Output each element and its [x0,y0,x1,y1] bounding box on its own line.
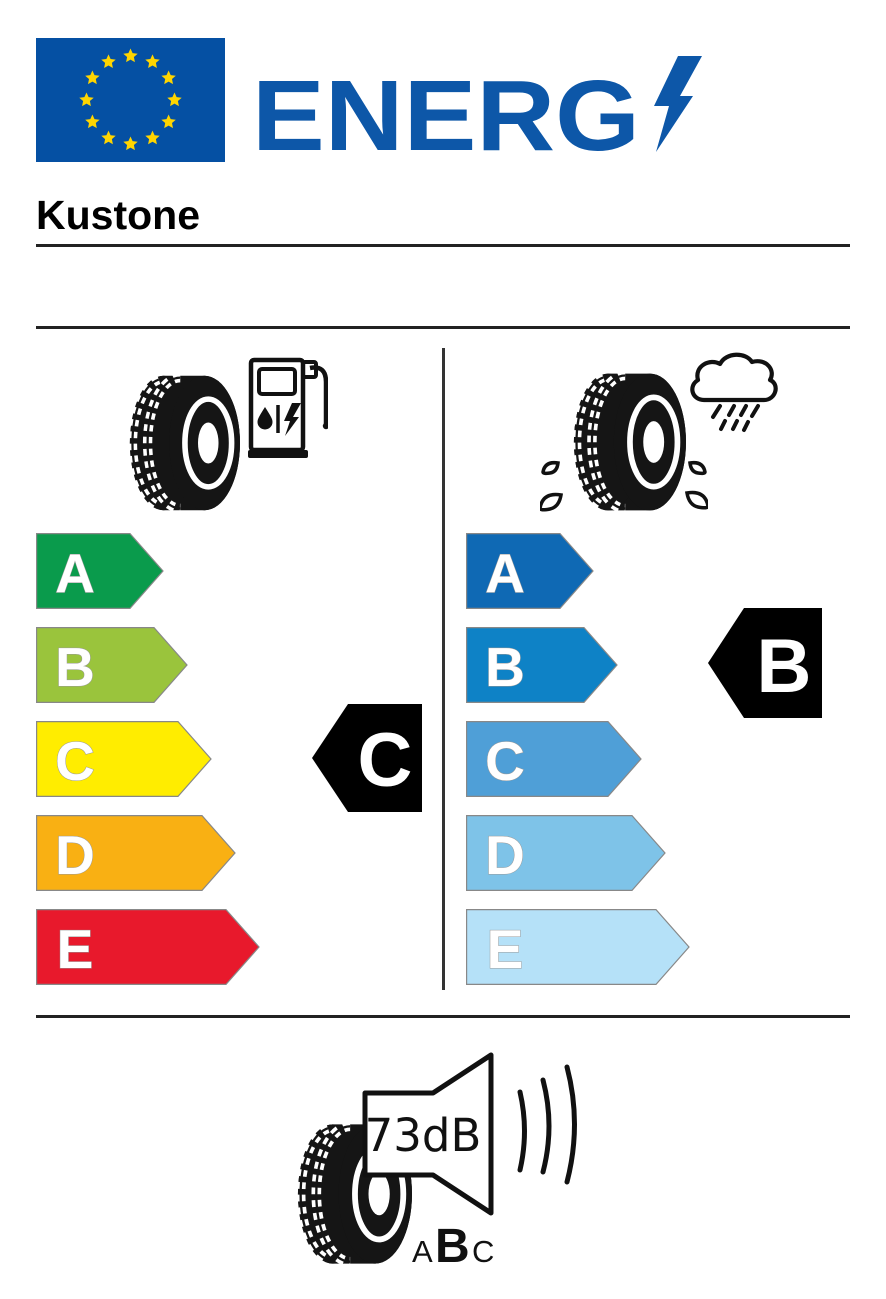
fuel-class-b-arrow [36,627,190,704]
fuel-class-c-arrow [36,721,214,798]
fuel-class-b-label: B [55,636,95,698]
wet-class-e-label: E [486,918,524,980]
fuel-rating-value: C [357,718,413,803]
noise-class-b-label: B [435,1220,470,1273]
splash-drop-icon [543,463,558,474]
wet-class-c-arrow [466,721,644,798]
splash-drop-icon [687,493,708,508]
wet-rating-value: B [756,624,812,709]
fuel-pump-icon [248,350,328,462]
eu-flag [36,38,225,162]
fuel-class-a-label: A [55,542,95,604]
fuel-class-e-label: E [56,918,94,980]
divider-vertical [442,348,445,990]
wet-class-e-arrow [466,909,692,986]
energy-logo [252,48,722,163]
fuel-class-d-label: D [55,824,95,886]
brand-name: Kustone [36,192,200,238]
noise-section [288,1048,600,1278]
wet-class-d-label: D [485,824,525,886]
splash-drop-icon [690,463,705,474]
fuel-class-d-arrow [36,815,238,892]
wet-class-a-label: A [485,542,525,604]
wet-class-b-arrow [466,627,620,704]
noise-value: 73dB [364,1109,482,1162]
energy-logo-text: ENERG [252,60,640,163]
sound-waves-icon [520,1067,575,1182]
divider-top [36,244,850,247]
fuel-rating-pointer [310,702,424,814]
wet-class-a-arrow [466,533,596,610]
noise-class-a-label: A [412,1234,433,1269]
splash-drop-icon [540,495,561,510]
fuel-class-e-arrow [36,909,262,986]
rain-drops-icon [713,406,758,430]
fuel-class-c-label: C [55,730,95,792]
wet-rating-pointer [706,606,824,720]
rain-cloud-icon [682,350,782,438]
divider-lower [36,1015,850,1018]
fuel-class-a-arrow [36,533,166,610]
fuel-tire-icon [128,371,240,515]
divider-upper [36,326,850,329]
wet-class-c-label: C [485,730,525,792]
wet-class-b-label: B [485,636,525,698]
lightning-bolt-icon [654,56,702,152]
noise-class-c-label: C [472,1234,495,1269]
wet-class-d-arrow [466,815,668,892]
